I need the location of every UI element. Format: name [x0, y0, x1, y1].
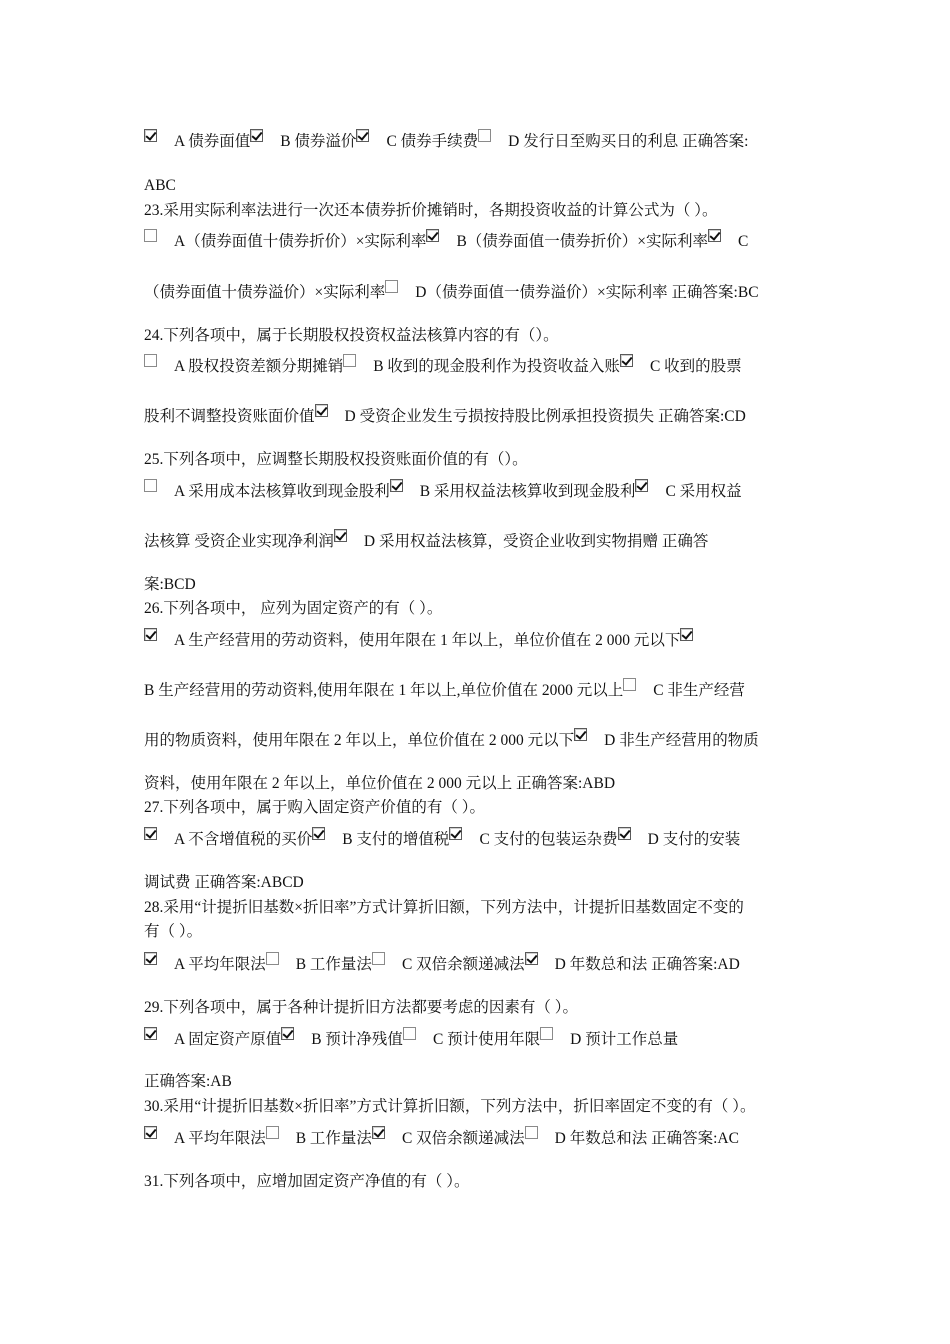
- q27-option-b-label: B 支付的增值税: [342, 831, 450, 848]
- q29-options-line1: [144, 1030, 678, 1050]
- q28-option-d-label: D 年数总和法 正确答案:AD: [554, 956, 740, 973]
- q24-option-d-checkbox[interactable]: [315, 404, 328, 417]
- q24-question: [144, 326, 559, 346]
- q30-option-a-checkbox[interactable]: [144, 1126, 157, 1139]
- q27-option-d-label: D 支付的安装: [647, 831, 741, 848]
- q25-answer-text: 案:BCD: [144, 576, 196, 593]
- q23-option-a-label: A（债券面值十债券折价）×实际利率: [174, 233, 427, 250]
- q24-option-c-checkbox[interactable]: [620, 354, 633, 367]
- q25-option-b-label: B 采用权益法核算收到现金股利: [419, 483, 636, 500]
- q26-options-line2: [144, 681, 745, 701]
- q30-option-a-label: A 平均年限法: [174, 1130, 266, 1147]
- q25-options-line2: [144, 532, 708, 552]
- q29-option-d-label: D 预计工作总量: [570, 1031, 679, 1048]
- q28-option-d-checkbox[interactable]: [525, 952, 538, 965]
- q29-option-c-checkbox[interactable]: [403, 1027, 416, 1040]
- q27-question: [144, 798, 485, 818]
- q22-option-d-label: D 发行日至购买日的利息 正确答案:: [508, 133, 749, 150]
- q25-option-c-label: C 采用权益: [665, 483, 742, 500]
- q22-option-b-checkbox[interactable]: [250, 129, 263, 142]
- q26-question-text: 26.下列各项中， 应列为固定资产的有（ ）。: [144, 600, 443, 617]
- q23-question-text: 23.采用实际利率法进行一次还本债券折价摊销时，各期投资收益的计算公式为（ ）。: [144, 202, 718, 219]
- q27-option-c-checkbox[interactable]: [449, 827, 462, 840]
- q22-option-a-label: A 债券面值: [174, 133, 251, 150]
- q27-question-text: 27.下列各项中，属于购入固定资产价值的有（ ）。: [144, 799, 486, 816]
- q31-question-text: 31.下列各项中，应增加固定资产净值的有（ ）。: [144, 1173, 470, 1190]
- q22-option-c-checkbox[interactable]: [356, 129, 369, 142]
- q27-answer-text: 调试费 正确答案:ABCD: [144, 874, 304, 891]
- q29-option-a-checkbox[interactable]: [144, 1027, 157, 1040]
- q22-option-c-label: C 债券手续费: [386, 133, 479, 150]
- q29-option-b-checkbox[interactable]: [281, 1027, 294, 1040]
- q29-question-text: 29.下列各项中，属于各种计提折旧方法都要考虑的因素有（ ）。: [144, 999, 579, 1016]
- q30-option-d-checkbox[interactable]: [525, 1126, 538, 1139]
- q26-option-a-label: A 生产经营用的劳动资料，使用年限在 1 年以上，单位价值在 2 000 元以下: [174, 632, 681, 649]
- q24-option-b-checkbox[interactable]: [343, 354, 356, 367]
- q22-option-a-checkbox[interactable]: [144, 129, 157, 142]
- q24-options-line1: [144, 357, 742, 377]
- q30-option-c-label: C 双倍余额递减法: [401, 1130, 525, 1147]
- q25-option-d-label: D 采用权益法核算，受资企业收到实物捐赠 正确答: [363, 533, 709, 550]
- q25-option-b-checkbox[interactable]: [390, 479, 403, 492]
- q26-option-d-checkbox[interactable]: [574, 728, 587, 741]
- q23-option-d-checkbox[interactable]: [385, 280, 398, 293]
- q27-option-c-label: C 支付的包装运杂费: [479, 831, 618, 848]
- q26-question: [144, 599, 442, 619]
- q29-question: [144, 998, 578, 1018]
- q29-option-d-checkbox[interactable]: [540, 1027, 553, 1040]
- q26-options-line3: [144, 731, 759, 751]
- q25-answer-cont: [144, 575, 196, 595]
- q28-option-a-label: A 平均年限法: [174, 956, 266, 973]
- q23-options-line2: [144, 283, 759, 303]
- q22-option-b-label: B 债券溢价: [280, 133, 357, 150]
- q24-option-a-label: A 股权投资差额分期摊销: [174, 358, 344, 375]
- q25-question-text: 25.下列各项中，应调整长期股权投资账面价值的有（）。: [144, 451, 528, 468]
- q29-option-c-label: C 预计使用年限: [432, 1031, 541, 1048]
- q22-option-d-checkbox[interactable]: [478, 129, 491, 142]
- q28-question-line1: [144, 898, 744, 918]
- q26-option-c-label: C 非生产经营: [653, 682, 745, 699]
- q30-option-b-checkbox[interactable]: [266, 1126, 279, 1139]
- q29-answer-cont: [144, 1072, 232, 1092]
- q24-option-c-label: C 收到的股票: [649, 358, 742, 375]
- q23-option-c-label-cont: （债券面值十债券溢价）×实际利率: [144, 284, 386, 301]
- q28-option-b-checkbox[interactable]: [266, 952, 279, 965]
- q28-question-text: 28.采用“计提折旧基数×折旧率”方式计算折旧额，下列方法中，计提折旧基数固定不变的: [144, 899, 744, 916]
- q23-option-b-checkbox[interactable]: [426, 229, 439, 242]
- q29-answer-text: 正确答案:AB: [144, 1073, 232, 1090]
- q28-options-line1: [144, 955, 740, 975]
- q24-option-a-checkbox[interactable]: [144, 354, 157, 367]
- q30-option-b-label: B 工作量法: [295, 1130, 372, 1147]
- q26-options-line1: [144, 631, 693, 651]
- q24-options-line2: [144, 407, 746, 427]
- q27-option-b-checkbox[interactable]: [312, 827, 325, 840]
- q27-option-a-label: A 不含增值税的买价: [174, 831, 313, 848]
- q23-options-line1: [144, 232, 748, 252]
- q23-option-d-label: D（债券面值一债券溢价）×实际利率 正确答案:BC: [415, 284, 759, 301]
- q25-option-a-label: A 采用成本法核算收到现金股利: [174, 483, 390, 500]
- q28-option-c-label: C 双倍余额递减法: [401, 956, 525, 973]
- q27-option-d-checkbox[interactable]: [618, 827, 631, 840]
- q24-option-c-label-cont: 股利不调整投资账面价值: [144, 408, 315, 425]
- q25-options-line1: [144, 482, 742, 502]
- q27-answer-cont: [144, 873, 304, 893]
- q28-option-b-label: B 工作量法: [295, 956, 372, 973]
- q30-question: [144, 1097, 756, 1117]
- q25-option-d-checkbox[interactable]: [334, 529, 347, 542]
- q29-option-b-label: B 预计净残值: [311, 1031, 403, 1048]
- q27-options-line1: [144, 830, 740, 850]
- q22-options-line: [144, 132, 748, 152]
- q26-option-b-label: B 生产经营用的劳动资料,使用年限在 1 年以上,单位价值在 2000 元以上: [144, 682, 624, 699]
- q28-option-a-checkbox[interactable]: [144, 952, 157, 965]
- q25-question: [144, 450, 528, 470]
- q30-option-c-checkbox[interactable]: [372, 1126, 385, 1139]
- q26-answer-cont: [144, 774, 615, 794]
- q25-option-c-label-cont: 法核算 受资企业实现净利润: [144, 533, 334, 550]
- q26-option-b-checkbox[interactable]: [680, 628, 693, 641]
- q30-options-line1: [144, 1129, 739, 1149]
- q25-option-c-checkbox[interactable]: [635, 479, 648, 492]
- q26-answer-text: 资料，使用年限在 2 年以上，单位价值在 2 000 元以上 正确答案:ABD: [144, 775, 616, 792]
- q26-option-c-checkbox[interactable]: [623, 678, 636, 691]
- q22-answer-cont: [144, 176, 176, 196]
- q23-option-a-checkbox[interactable]: [144, 229, 157, 242]
- q23-option-b-label: B（债券面值一债券折价）×实际利率: [456, 233, 709, 250]
- q23-question: [144, 201, 718, 221]
- q29-option-a-label: A 固定资产原值: [174, 1031, 282, 1048]
- q24-question-text: 24.下列各项中，属于长期股权投资权益法核算内容的有（）。: [144, 327, 559, 344]
- q28-question-line2: [144, 922, 202, 942]
- q22-answer-text: ABC: [144, 177, 176, 194]
- q31-question: [144, 1172, 470, 1192]
- q28-question-text-cont: 有（ ）。: [144, 923, 203, 940]
- q27-option-a-checkbox[interactable]: [144, 827, 157, 840]
- q26-option-d-label: D 非生产经营用的物质: [604, 732, 759, 749]
- q23-option-c-label: C: [738, 233, 749, 250]
- q24-option-d-label: D 受资企业发生亏损按持股比例承担投资损失 正确答案:CD: [344, 408, 746, 425]
- q24-option-b-label: B 收到的现金股利作为投资收益入账: [373, 358, 620, 375]
- q26-option-c-label-cont: 用的物质资料，使用年限在 2 年以上，单位价值在 2 000 元以下: [144, 732, 575, 749]
- q26-option-a-checkbox[interactable]: [144, 628, 157, 641]
- q30-question-text: 30.采用“计提折旧基数×折旧率”方式计算折旧额，下列方法中，折旧率固定不变的有（ ）。: [144, 1098, 756, 1115]
- q30-option-d-label: D 年数总和法 正确答案:AC: [554, 1130, 739, 1147]
- q23-option-c-checkbox[interactable]: [708, 229, 721, 242]
- q25-option-a-checkbox[interactable]: [144, 479, 157, 492]
- q28-option-c-checkbox[interactable]: [372, 952, 385, 965]
